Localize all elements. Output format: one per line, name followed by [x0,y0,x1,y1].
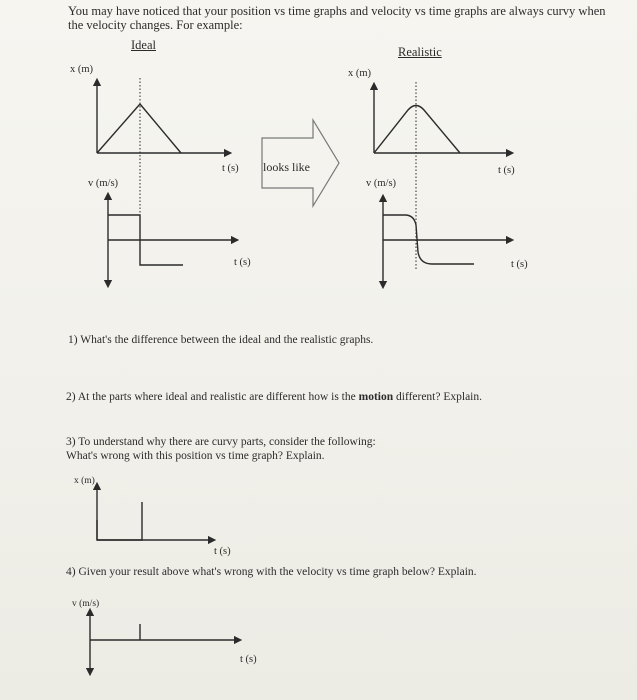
realistic-label: Realistic [398,45,442,59]
ideal-velocity-graph [108,196,235,284]
realistic-x-axis-label: x (m) [348,68,372,79]
ideal-x-t-label: t (s) [222,163,239,174]
question-2: 2) At the parts where ideal and realistic are different how is the motion different? Explain. [66,391,483,403]
realistic-position-graph [374,82,510,270]
q4-v-axis-label: v (m/s) [72,599,100,609]
q3-position-graph [97,486,212,540]
realistic-v-t-label: t (s) [511,259,528,270]
question-3-line-1: 3) To understand why there are curvy parts, consider the following: [66,436,376,448]
ideal-label: Ideal [131,38,156,52]
intro-text: You may have noticed that your position vs time graphs and velocity vs time graphs are always curvy when the velocity changes. For example: [68,4,606,32]
ideal-v-axis-label: v (m/s) [88,178,119,189]
looks-like-text: looks like [263,160,310,174]
q3-x-axis-label: x (m) [74,476,95,486]
q4-t-label: t (s) [240,654,257,665]
q3-t-label: t (s) [214,546,231,557]
ideal-x-axis-label: x (m) [70,64,94,75]
realistic-x-t-label: t (s) [498,165,515,176]
ideal-v-t-label: t (s) [234,257,251,268]
question-3-line-2: What's wrong with this position vs time graph? Explain. [66,450,325,462]
realistic-v-axis-label: v (m/s) [366,178,397,189]
q4-velocity-graph [90,612,238,672]
question-1: 1) What's the difference between the ideal and the realistic graphs. [68,334,374,346]
looks-like-arrow [262,120,339,206]
ideal-position-graph [97,78,228,266]
realistic-velocity-graph [383,198,510,285]
question-4: 4) Given your result above what's wrong with the velocity vs time graph below? Explain. [66,566,477,578]
